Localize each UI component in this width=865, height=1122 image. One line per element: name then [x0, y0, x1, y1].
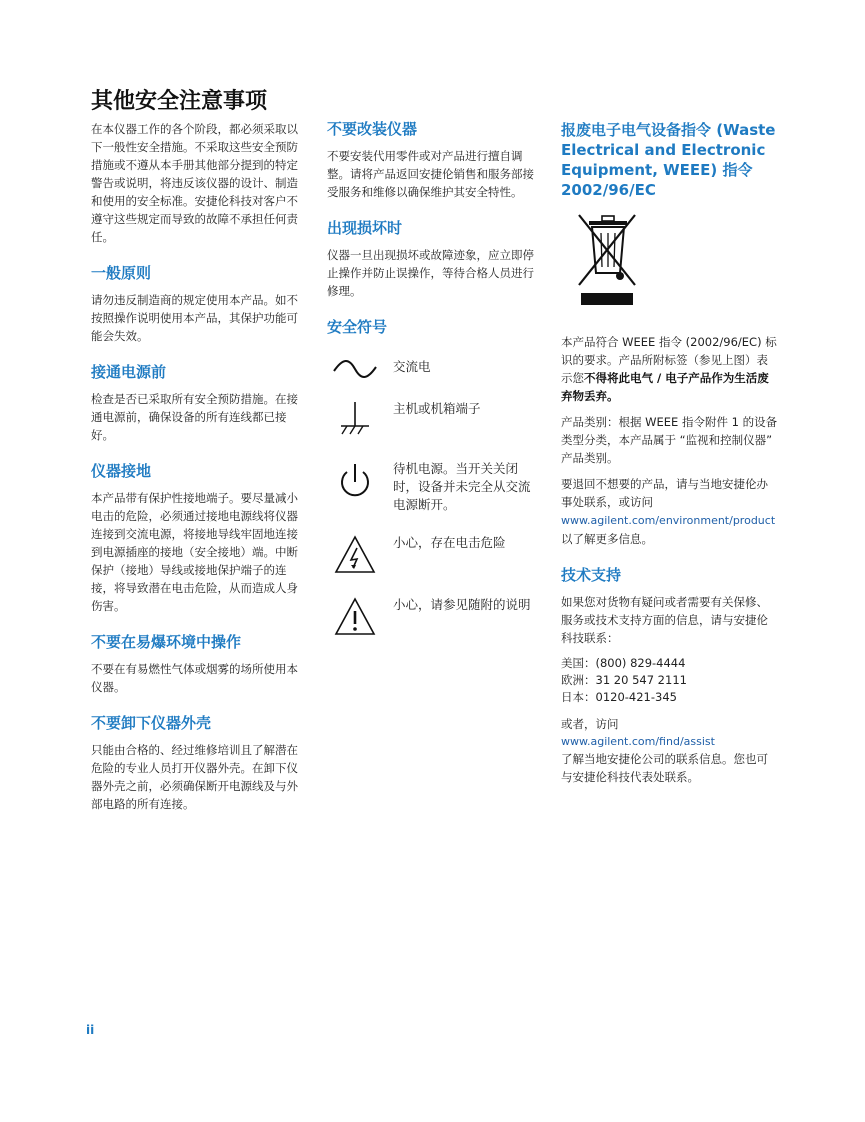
ac-wave-icon [327, 358, 383, 380]
symbol-row-shock [327, 534, 539, 576]
column-1 [91, 120, 303, 831]
section-damage [327, 219, 539, 300]
weee-link-line [561, 511, 779, 530]
column-2 [327, 120, 539, 658]
section-text: 不要安装代用零件或对产品进行擅自调整。请将产品返回安捷伦销售和服务部接受服务和维修以确保维护其安全特性。 [327, 149, 534, 199]
section-heading: 安全符号 [327, 318, 388, 336]
symbol-row-standby [327, 460, 539, 514]
weee-bold-text: 不得将此电气 / 电子产品作为生活废弃物丢弃。 [561, 371, 769, 403]
environment-link[interactable]: www.agilent.com/environment/product [561, 514, 776, 527]
contact-us: 美国：(800) 829-4444 [561, 656, 686, 670]
weee-paragraph-3: 要退回不想要的产品，请与当地安捷伦办事处联系，或访问 [561, 477, 768, 509]
intro-text: 在本仪器工作的各个阶段，都必须采取以下一般性安全措施。不采取这些安全预防措施或不遵从本手册其他部分提到的特定警告或说明，将违反该仪器的设计、制造和使用的安全标准。安捷伦科技对客户不遵守这些规定而导致的故障不承担任何责任。 [91, 122, 298, 244]
section-weee [561, 120, 779, 548]
chassis-ground-icon [327, 400, 383, 440]
section-text: 检查是否已采取所有安全预防措施。在接通电源前，确保设备的所有连线都已接好。 [91, 392, 298, 442]
symbol-label: 待机电源。当开关关闭时，设备并未完全从交流电源断开。 [393, 461, 531, 512]
section-cover [91, 714, 303, 813]
section-text: 仪器一旦出现损坏或故障迹象，应立即停止操作并防止误操作，等待合格人员进行修理。 [327, 248, 534, 298]
section-heading: 接通电源前 [91, 363, 167, 381]
assist-link-line [561, 733, 779, 750]
symbol-label: 交流电 [393, 359, 431, 374]
contact-europe: 欧洲：31 20 547 2111 [561, 673, 687, 687]
section-before-power [91, 363, 303, 444]
section-text: 只能由合格的、经过维修培训且了解潜在危险的专业人员打开仪器外壳。在卸下仪器外壳之前，必须确保断开电源线及与外部电路的所有连接。 [91, 743, 298, 811]
page-title: 其他安全注意事项 [91, 89, 268, 114]
weee-paragraph-2: 产品类别：根据 WEEE 指令附件 1 的设备类型分类，本产品属于 “监视和控制仪器” 产品类别。 [561, 415, 778, 465]
symbol-label: 小心，存在电击危险 [393, 535, 506, 550]
section-text: 不要在有易燃性气体或烟雾的场所使用本仪器。 [91, 662, 298, 694]
assist-link[interactable]: www.agilent.com/find/assist [561, 735, 715, 748]
section-heading: 不要在易爆环境中操作 [91, 633, 242, 651]
section-grounding [91, 462, 303, 615]
weee-paragraph-4: 以了解更多信息。 [561, 532, 653, 546]
electric-shock-warning-icon [327, 534, 383, 576]
section-text: 请勿违反制造商的规定使用本产品。如不按照操作说明使用本产品，其保护功能可能会失效。 [91, 293, 298, 343]
support-text: 如果您对货物有疑问或者需要有关保修、服务或技术支持方面的信息，请与安捷伦科技联系： [561, 595, 768, 645]
weee-paragraph-1 [561, 333, 779, 405]
weee-heading: 报废电子电气设备指令 (Waste Electrical and Electronic Equipment, WEEE) 指令 2002/96/EC [561, 121, 776, 199]
section-text: 本产品带有保护性接地端子。要尽量减小电击的危险，必须通过接地电源线将仪器连接到交流电源，将接地导线牢固地连接到电源插座的接地（安全接地）端。中断保护（接地）导线或接地保护端子的连接，将导致潜在电击危险，从而造成人身伤害。 [91, 491, 298, 613]
or-visit-text: 或者，访问 [561, 717, 619, 731]
section-heading: 一般原则 [91, 264, 152, 282]
support-heading: 技术支持 [561, 566, 622, 584]
symbol-label: 小心，请参见随附的说明 [393, 597, 531, 612]
crossed-out-wheelie-bin-icon [575, 209, 779, 315]
closing-text: 了解当地安捷伦公司的联系信息。您也可与安捷伦科技代表处联系。 [561, 752, 768, 784]
section-heading: 不要卸下仪器外壳 [91, 714, 212, 732]
column-3 [561, 120, 779, 786]
caution-icon [327, 596, 383, 638]
symbol-row-ac [327, 358, 539, 380]
symbol-row-caution [327, 596, 539, 638]
section-explosive [91, 633, 303, 696]
section-symbols [327, 318, 539, 638]
section-no-modify [327, 120, 539, 201]
symbol-row-ground [327, 400, 539, 440]
section-support [561, 566, 779, 786]
weee-text: 本产品符合 WEEE 指令 (2002/96/EC) 标识的要求。产品所附标签（参见上图）表示您 [561, 335, 777, 385]
section-heading: 出现损坏时 [327, 219, 403, 237]
standby-power-icon [327, 460, 383, 502]
contact-japan: 日本：0120-421-345 [561, 690, 677, 704]
section-heading: 不要改装仪器 [327, 120, 418, 138]
symbol-label: 主机或机箱端子 [393, 401, 481, 416]
section-heading: 仪器接地 [91, 462, 152, 480]
page-number: ii [86, 1023, 95, 1037]
intro-section [91, 120, 303, 246]
section-general [91, 264, 303, 345]
